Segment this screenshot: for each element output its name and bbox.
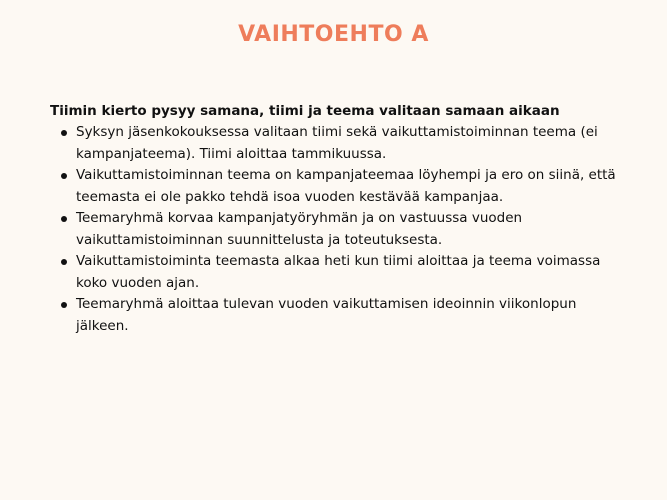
bullet-item: Vaikuttamistoiminta teemasta alkaa heti kun tiimi aloittaa ja teema voimassa koko vuoden ajan. <box>50 251 630 294</box>
section-heading: Tiimin kierto pysyy samana, tiimi ja teema valitaan samaan aikaan <box>50 103 560 119</box>
page-title: VAIHTOEHTO A <box>238 22 429 47</box>
bullet-item: Syksyn jäsenkokouksessa valitaan tiimi sekä vaikuttamistoiminnan teema (ei kampanjateema). Tiimi aloittaa tammikuussa. <box>50 122 630 165</box>
bullet-list <box>50 122 630 337</box>
content-section <box>50 101 630 337</box>
bullet-item: Teemaryhmä aloittaa tulevan vuoden vaikuttamisen ideoinnin viikonlopun jälkeen. <box>50 294 630 337</box>
bullet-item: Teemaryhmä korvaa kampanjatyöryhmän ja on vastuussa vuoden vaikuttamistoiminnan suunnittelusta ja toteutuksesta. <box>50 208 630 251</box>
bullet-item: Vaikuttamistoiminnan teema on kampanjateemaa löyhempi ja ero on siinä, että teemasta ei ole pakko tehdä isoa vuoden kestävää kampanjaa. <box>50 165 630 208</box>
